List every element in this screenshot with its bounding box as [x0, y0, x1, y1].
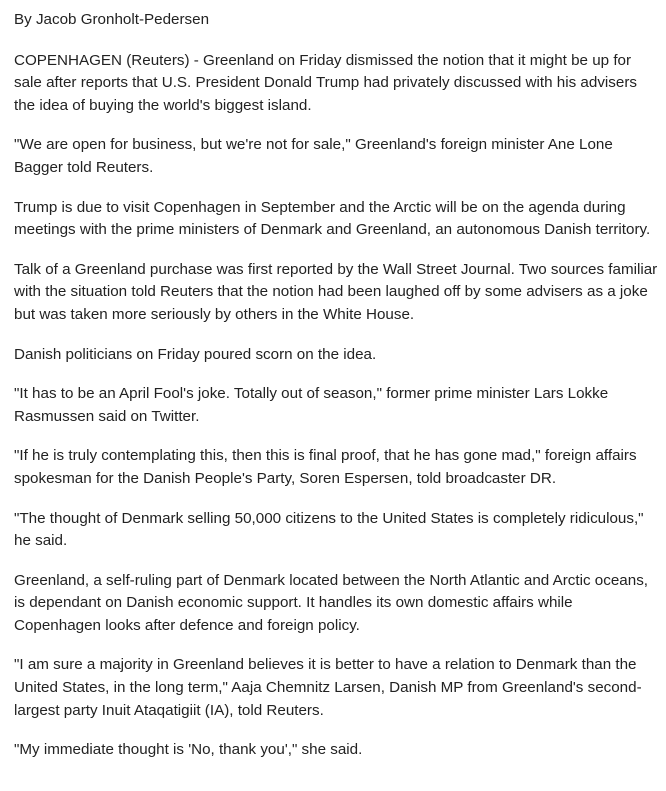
article-paragraph: Danish politicians on Friday poured scorn on the idea.: [14, 345, 377, 363]
article-paragraph: Greenland, a self-ruling part of Denmark located between the North Atlantic and Arctic oceans, is dependant on Danish economic support. It handles its own domestic affairs while Copenhagen looks after defence and foreign policy.: [14, 571, 649, 634]
article-paragraph: "If he is truly contemplating this, then this is final proof, that he has gone mad," foreign affairs spokesman for the Danish People's Party, Soren Espersen, told broadcaster DR.: [14, 447, 637, 487]
article-paragraph: "We are open for business, but we're not for sale," Greenland's foreign minister Ane Lone Bagger told Reuters.: [14, 136, 613, 176]
article-paragraph: "It has to be an April Fool's joke. Totally out of season," former prime minister Lars Lokke Rasmussen said on Twitter.: [14, 385, 609, 425]
article-paragraph: "The thought of Denmark selling 50,000 citizens to the United States is completely ridiculous," he said.: [14, 509, 644, 550]
article-paragraph: "I am sure a majority in Greenland believes it is better to have a relation to Denmark than the United States, in the long term," Aaja Chemnitz Larsen, Danish MP from Greenland's second-largest party Inuit Ataqatigiit (IA), told Reuters.: [14, 656, 642, 719]
article-paragraph: Talk of a Greenland purchase was first reported by the Wall Street Journal. Two sources familiar with the situation told Reuters that the notion had been laughed off by some advisers as a joke but was taken more seriously by others in the White House.: [14, 260, 658, 323]
article-paragraph: Trump is due to visit Copenhagen in September and the Arctic will be on the agenda during meetings with the prime ministers of Denmark and Greenland, an autonomous Danish territory.: [14, 198, 651, 239]
byline: By Jacob Gronholt-Pedersen: [14, 11, 210, 28]
article-paragraph: COPENHAGEN (Reuters) - Greenland on Friday dismissed the notion that it might be up for sale after reports that U.S. President Donald Trump had privately discussed with his advisers the idea of buying the world's biggest island.: [14, 51, 637, 114]
article-body: [14, 9, 662, 762]
article-paragraph: "My immediate thought is 'No, thank you'," she said.: [14, 741, 363, 759]
